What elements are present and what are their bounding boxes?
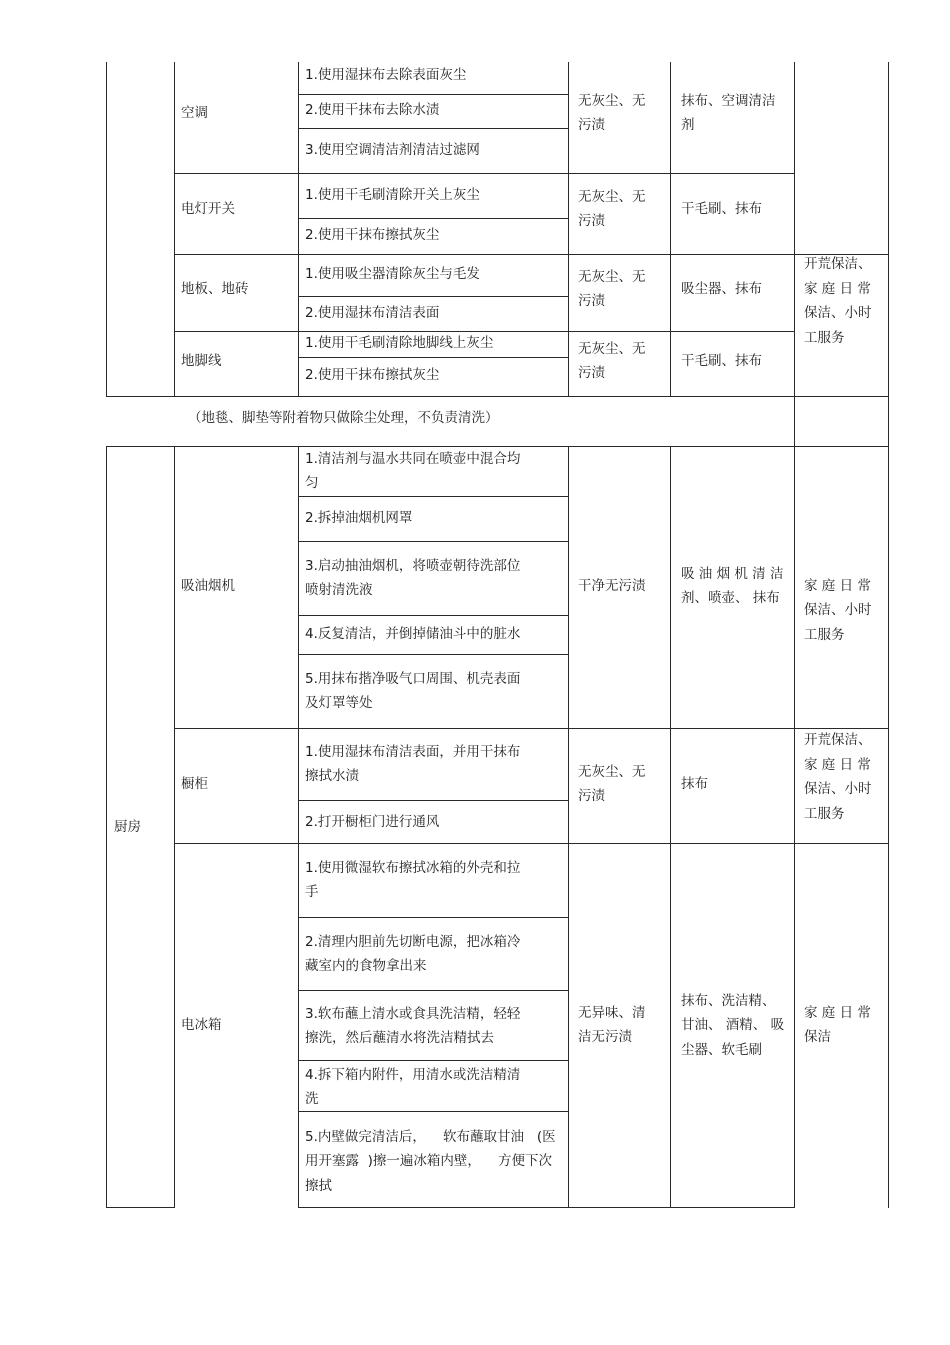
grid-line bbox=[106, 396, 889, 397]
standard-text: 无灰尘、无 bbox=[578, 92, 646, 109]
grid-line bbox=[888, 447, 889, 1208]
tools-text: 尘器、软毛刷 bbox=[681, 1041, 762, 1058]
grid-line bbox=[298, 218, 569, 219]
step-text: 1.使用干毛刷清除开关上灰尘 bbox=[305, 187, 480, 203]
tools-text: 吸 油 烟 机 清 洁 bbox=[681, 565, 784, 582]
grid-line bbox=[670, 62, 671, 397]
grid-line bbox=[174, 173, 795, 174]
step-text: 擦洗，然后蘸清水将洗洁精拭去 bbox=[305, 1030, 494, 1047]
table-note: （地毯、脚垫等附着物只做除尘处理，不负责清洗） bbox=[188, 410, 499, 426]
grid-line bbox=[298, 62, 299, 397]
tools-text: 抹布 bbox=[681, 776, 708, 792]
standard-text: 污渍 bbox=[578, 788, 605, 805]
grid-line bbox=[298, 357, 569, 358]
step-text: 2.清理内胆前先切断电源，把冰箱冷 bbox=[305, 933, 521, 950]
standard-text: 无灰尘、无 bbox=[578, 188, 646, 205]
grid-line bbox=[298, 654, 569, 655]
step-text: 4.拆下箱内附件，用清水或洗洁精清 bbox=[305, 1066, 521, 1083]
step-text: 5.用抹布揩净吸气口周围、机壳表面 bbox=[305, 670, 521, 687]
grid-line bbox=[106, 62, 107, 397]
standard-text: 洁无污渍 bbox=[578, 1029, 632, 1046]
service-text: 保洁、小时 bbox=[804, 602, 872, 618]
grid-line bbox=[670, 447, 671, 1208]
service-text: 工服务 bbox=[804, 626, 845, 643]
step-text: 1.使用吸尘器清除灰尘与毛发 bbox=[305, 266, 480, 282]
tools-text: 抹布、空调清洁 bbox=[681, 92, 776, 109]
tools-text: 剂、喷壶、 抹布 bbox=[681, 590, 780, 607]
step-text: 擦拭水渍 bbox=[305, 768, 359, 785]
standard-text: 无灰尘、无 bbox=[578, 340, 646, 357]
grid-line bbox=[794, 447, 795, 1208]
step-text: 2.使用干抹布去除水渍 bbox=[305, 102, 440, 118]
grid-line bbox=[298, 128, 569, 129]
tools-text: 干毛刷、抹布 bbox=[681, 353, 762, 369]
grid-line bbox=[298, 541, 569, 542]
grid-line bbox=[298, 1060, 569, 1061]
service-text: 保洁、小时 bbox=[804, 305, 872, 322]
item-name: 地脚线 bbox=[181, 353, 222, 369]
step-text: 喷射清洗液 bbox=[305, 582, 373, 599]
grid-line bbox=[298, 496, 569, 497]
tools-text: 剂 bbox=[681, 117, 695, 134]
grid-line bbox=[298, 615, 569, 616]
service-text: 开荒保洁、 bbox=[804, 732, 872, 749]
item-name: 电灯开关 bbox=[181, 201, 235, 217]
step-text: 匀 bbox=[305, 475, 319, 492]
item-name: 空调 bbox=[181, 105, 208, 121]
grid-line bbox=[298, 990, 569, 991]
service-text: 家 庭 日 常 bbox=[804, 756, 871, 773]
step-text: 3.启动抽油烟机，将喷壶朝待洗部位 bbox=[305, 557, 521, 574]
grid-line bbox=[174, 447, 175, 1208]
step-text: 用开塞露 )擦一遍冰箱内壁， 方便下次 bbox=[305, 1153, 553, 1169]
service-text: 家 庭 日 常 bbox=[804, 280, 871, 297]
service-text: 工服务 bbox=[804, 329, 845, 346]
item-name: 电冰箱 bbox=[181, 1017, 222, 1033]
grid-line bbox=[298, 800, 569, 801]
step-text: 1.使用微湿软布擦拭冰箱的外壳和拉 bbox=[305, 859, 521, 876]
step-text: 擦拭 bbox=[305, 1177, 332, 1194]
grid-line bbox=[568, 62, 569, 397]
service-text: 保洁、小时 bbox=[804, 781, 872, 798]
step-text: 2.打开橱柜门进行通风 bbox=[305, 814, 440, 830]
step-text: 4.反复清洁，并倒掉储油斗中的脏水 bbox=[305, 626, 521, 642]
service-text: 家 庭 日 常 bbox=[804, 1004, 871, 1021]
standard-text: 无异味、清 bbox=[578, 1004, 646, 1021]
grid-line bbox=[298, 296, 569, 297]
step-text: 藏室内的食物拿出来 bbox=[305, 958, 427, 975]
item-name: 吸油烟机 bbox=[181, 578, 235, 594]
standard-text: 污渍 bbox=[578, 117, 605, 134]
standard-text: 污渍 bbox=[578, 213, 605, 230]
grid-line bbox=[298, 1207, 795, 1208]
grid-line bbox=[298, 917, 569, 918]
grid-line bbox=[174, 62, 175, 397]
step-text: 手 bbox=[305, 884, 319, 901]
step-text: 2.拆掉油烟机网罩 bbox=[305, 510, 413, 526]
grid-line bbox=[298, 94, 569, 95]
step-text: 3.使用空调清洁剂清洁过滤网 bbox=[305, 142, 480, 158]
service-text: 保洁 bbox=[804, 1029, 831, 1046]
service-text: 工服务 bbox=[804, 805, 845, 822]
standard-text: 污渍 bbox=[578, 293, 605, 310]
tools-text: 吸尘器、抹布 bbox=[681, 281, 762, 297]
tools-text: 干毛刷、抹布 bbox=[681, 201, 762, 217]
step-text: 1.使用湿抹布去除表面灰尘 bbox=[305, 67, 467, 83]
standard-text: 无灰尘、无 bbox=[578, 763, 646, 780]
grid-line bbox=[106, 447, 107, 1208]
step-text: 1.清洁剂与温水共同在喷壶中混合均 bbox=[305, 450, 521, 467]
grid-line bbox=[298, 447, 299, 1208]
standard-text: 污渍 bbox=[578, 365, 605, 382]
item-name: 地板、地砖 bbox=[181, 281, 249, 297]
grid-line bbox=[174, 843, 889, 844]
tools-text: 甘油、 酒精、 吸 bbox=[681, 1017, 785, 1033]
tools-text: 抹布、洗洁精、 bbox=[681, 992, 776, 1009]
standard-text: 无灰尘、无 bbox=[578, 268, 646, 285]
step-text: 2.使用干抹布擦拭灰尘 bbox=[305, 227, 440, 243]
standard-text: 干净无污渍 bbox=[578, 578, 646, 594]
step-text: 洗 bbox=[305, 1091, 319, 1108]
grid-line bbox=[568, 447, 569, 1208]
grid-line bbox=[106, 1207, 175, 1208]
area-name: 厨房 bbox=[114, 819, 141, 835]
service-text: 开荒保洁、 bbox=[804, 256, 872, 273]
step-text: 1.使用湿抹布清洁表面，并用干抹布 bbox=[305, 743, 521, 760]
step-text: 5.内壁做完清洁后， 软布蘸取甘油 (医 bbox=[305, 1128, 556, 1145]
step-text: 及灯罩等处 bbox=[305, 695, 373, 712]
item-name: 橱柜 bbox=[181, 776, 208, 792]
grid-line bbox=[174, 728, 889, 729]
step-text: 2.使用湿抹布清洁表面 bbox=[305, 305, 440, 321]
step-text: 2.使用干抹布擦拭灰尘 bbox=[305, 367, 440, 383]
step-text: 3.软布蘸上清水或食具洗洁精，轻轻 bbox=[305, 1005, 521, 1022]
grid-line bbox=[298, 1111, 569, 1112]
service-text: 家 庭 日 常 bbox=[804, 577, 871, 594]
step-text: 1.使用干毛刷清除地脚线上灰尘 bbox=[305, 335, 494, 351]
grid-line bbox=[174, 254, 889, 255]
